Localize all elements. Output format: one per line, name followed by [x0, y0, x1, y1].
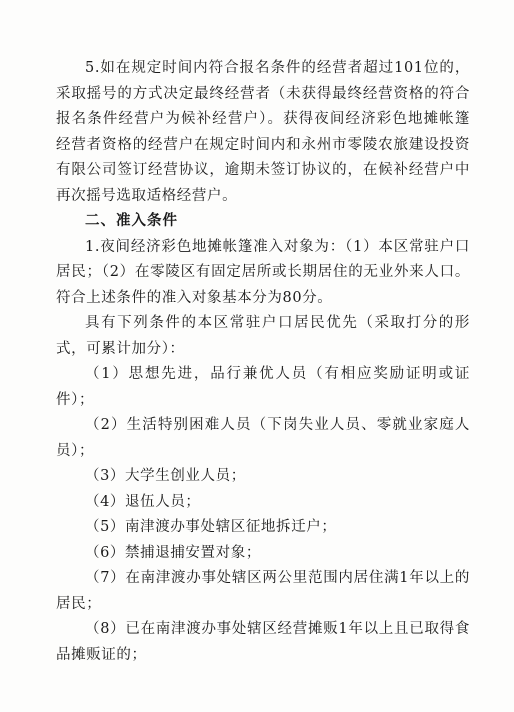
- priority-item-5: （5）南津渡办事处辖区征地拆迁户；: [85, 519, 337, 535]
- priority-item-2: （2）生活特别困难人员（下岗失业人员、零就业家庭人员）；: [56, 417, 470, 459]
- paragraph-lottery-rule: 5.如在规定时间内符合报名条件的经营者超过101位的，采取摇号的方式决定最终经营者（未获得最终经营资格的符合报名条件经营户为候补经营户）。获得夜间经济彩色地摊帐篷经营者资格的经营户在规定时间内和永州市零陵农旅建设投资有限公司签订经营协议，逾期未签订协议的，在候补经营户中再次摇号选取适格经营户。: [56, 60, 470, 204]
- paragraph-priority-intro: 具有下列条件的本区常驻户口居民优先（采取打分的形式，可累计加分）：: [56, 315, 470, 357]
- priority-item-1: （1）思想先进，品行兼优人员（有相应奖励证明或证件）；: [56, 366, 470, 408]
- priority-item-3: （3）大学生创业人员；: [85, 468, 246, 484]
- document-body: [56, 56, 470, 668]
- paragraph-entry-targets: 1.夜间经济彩色地摊帐篷准入对象为：（1）本区常驻户口居民；（2）在零陵区有固定居所或长期居住的无业外来人口。符合上述条件的准入对象基本分为80分。: [56, 238, 470, 306]
- priority-item-6: （6）禁捕退捕安置对象；: [85, 544, 261, 561]
- priority-item-7: （7）在南津渡办事处辖区两公里范围内居住满1年以上的居民；: [56, 570, 470, 612]
- section-heading-entry-conditions: 二、准入条件: [85, 213, 178, 229]
- priority-item-8: （8）已在南津渡办事处辖区经营摊贩1年以上且已取得食品摊贩证的；: [56, 621, 470, 663]
- priority-item-4: （4）退伍人员；: [85, 493, 201, 510]
